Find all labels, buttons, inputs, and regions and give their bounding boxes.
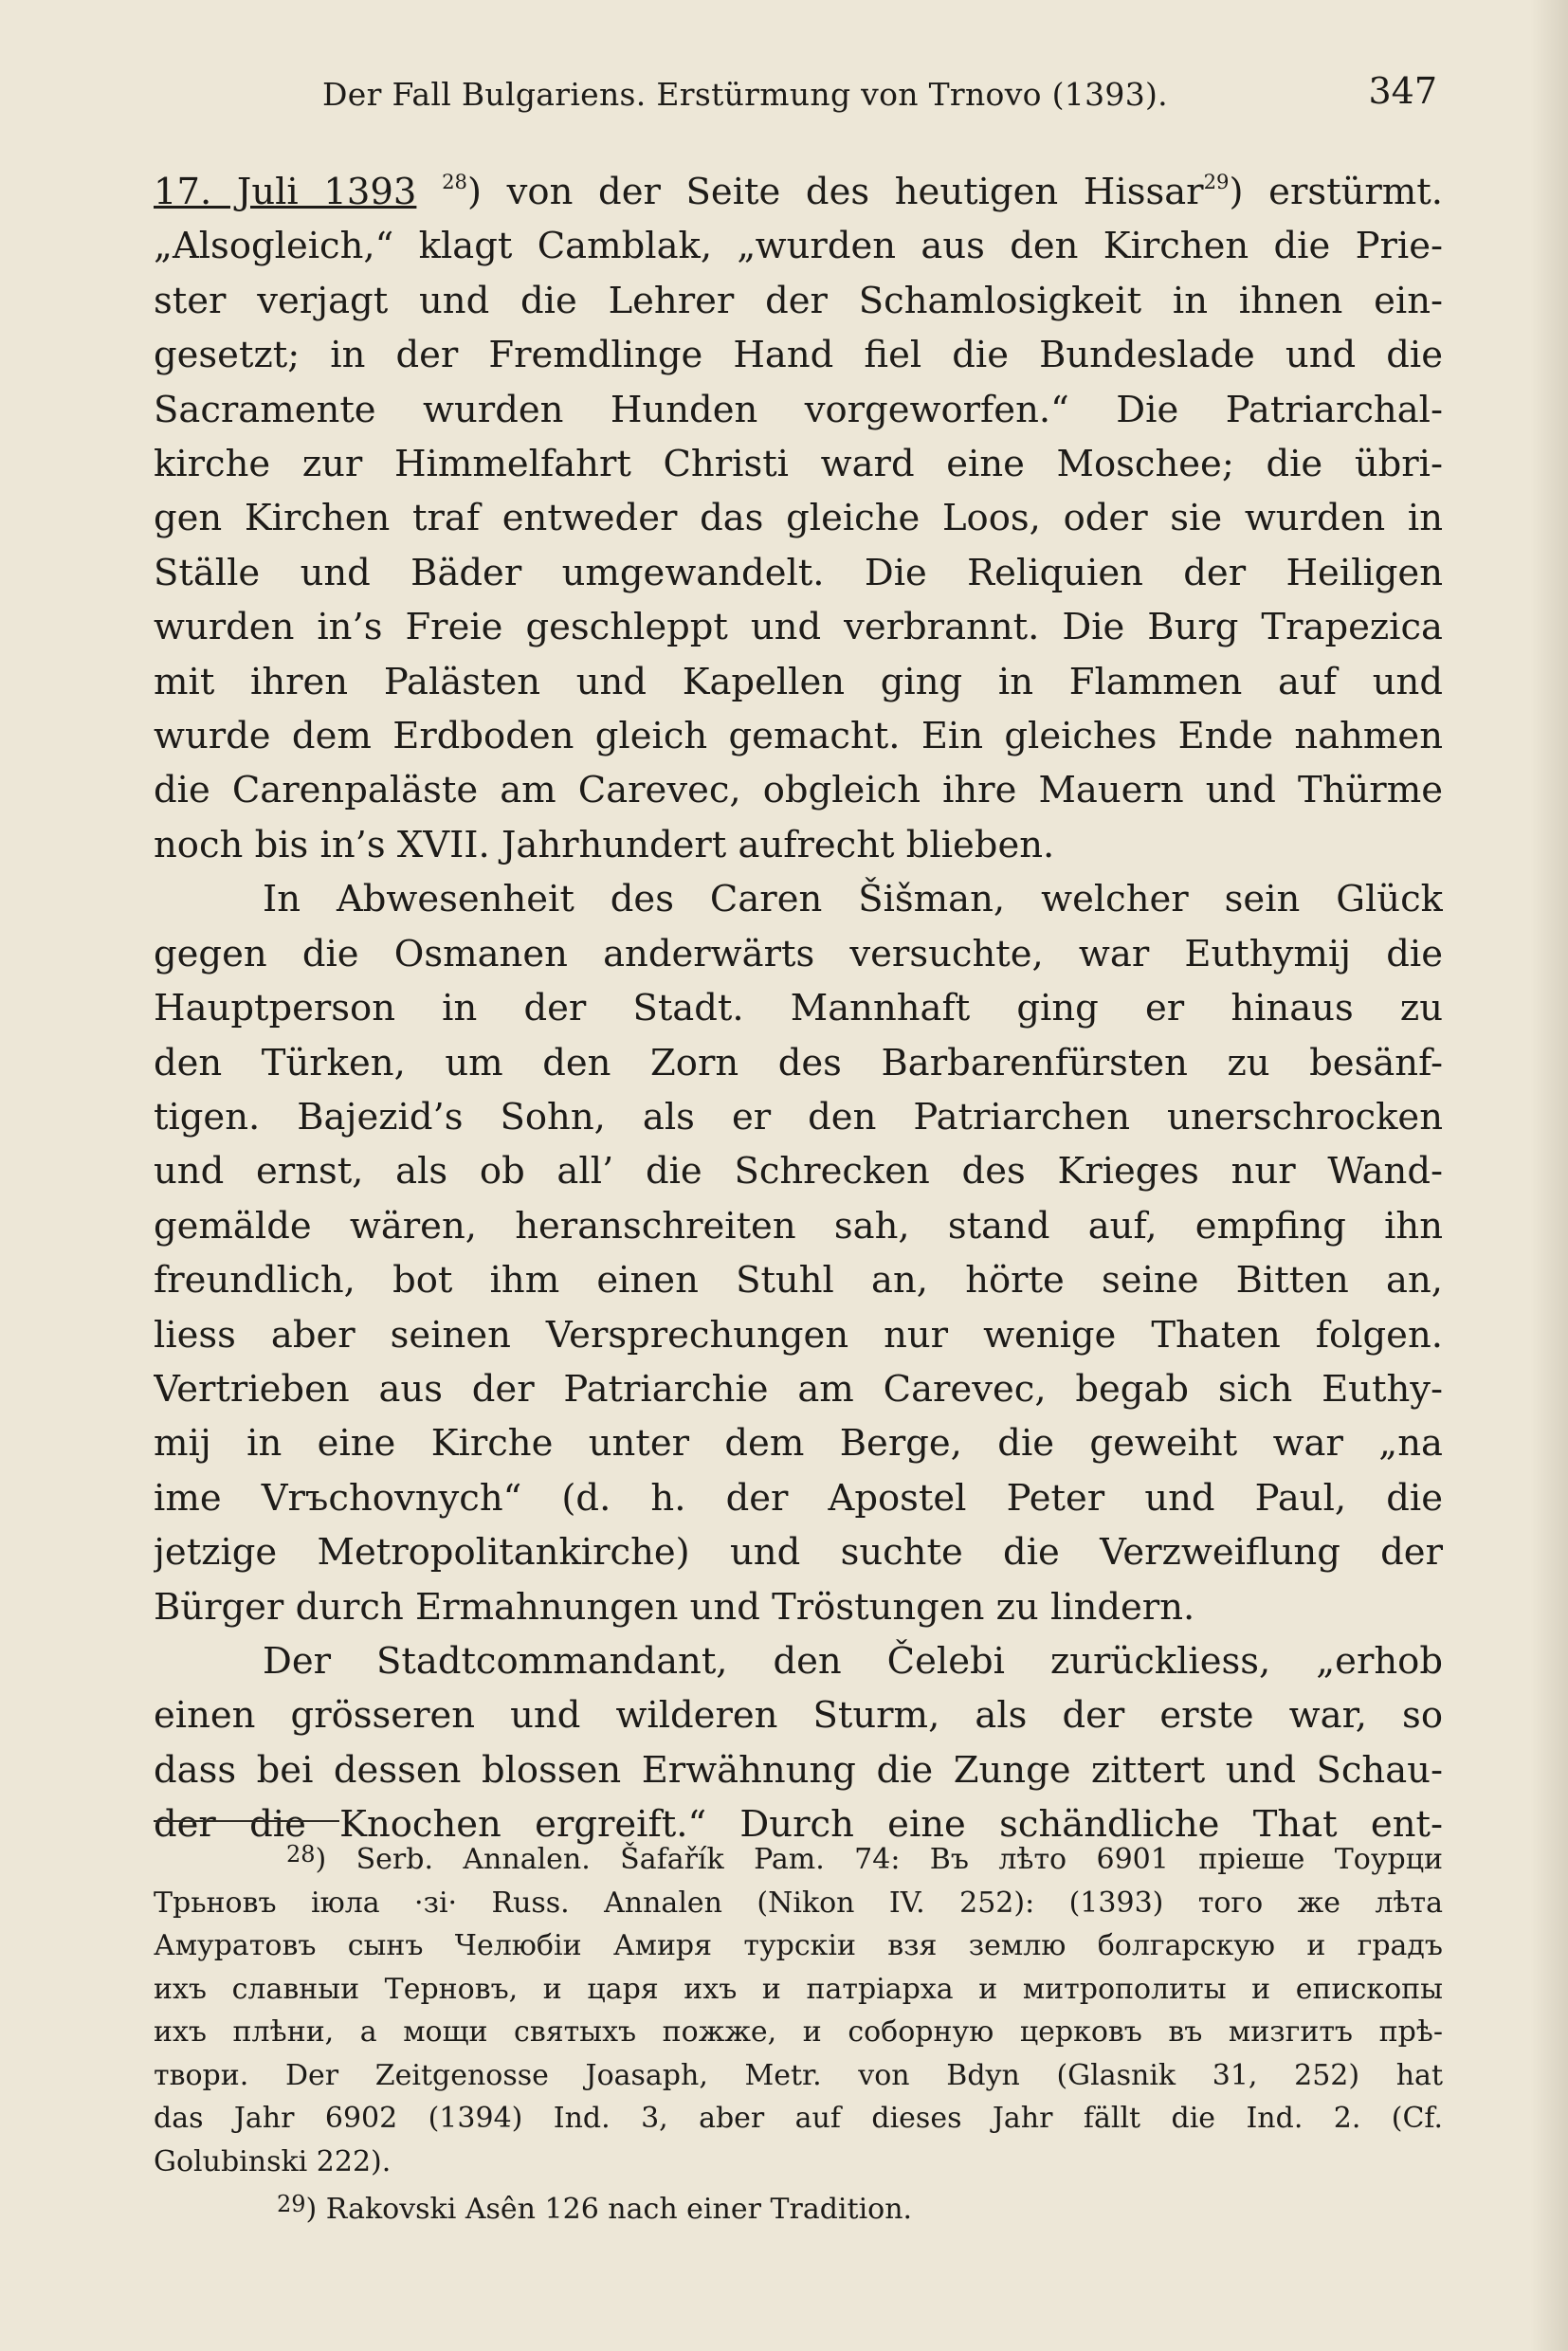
text-line: liess aber seinen Versprechungen nur wenige Thaten folgen. [154, 1313, 1443, 1357]
text-line: „Alsogleich,“ klagt Camblak, „wurden aus den Kirchen die Prie- [154, 225, 1443, 268]
text-line: den Türken, um den Zorn des Barbarenfürsten zu besänf- [154, 1041, 1443, 1084]
text-line: Der Stadtcommandant, den Čelebi zurückliess, „erhob [263, 1639, 1443, 1683]
text-line: mij in eine Kirche unter dem Berge, die geweiht war „na [154, 1422, 1443, 1466]
text-line: wurden in’s Freie geschleppt und verbrannt. Die Burg Trapezica [154, 606, 1443, 649]
footnote-divider [154, 1820, 339, 1822]
footnote-28-line: ихъ плѣни, а мощи святыхъ пожже, и соборную церковъ въ мизгитъ прѣ- [154, 2015, 1443, 2050]
footnote-28-line: Амуратовъ сынъ Челюбіи Амиря турскіи взя землю болгарскую и градъ [154, 1929, 1443, 1963]
running-title: Der Fall Bulgariens. Erstürmung von Trnovo (1393). [322, 76, 1168, 113]
text-line: einen grösseren und wilderen Sturm, als der erste war, so [154, 1694, 1443, 1738]
footnote-28-line: ихъ славныи Терновъ, и царя ихъ и патріарха и митрополиты и епископы [154, 1972, 1443, 2006]
main-text [154, 165, 1443, 1852]
footnote-28-line: Трьновъ іюла ·зі· Russ. Annalen (Nikon IV. 252): (1393) того же лѣта [154, 1886, 1443, 1920]
text-line: ster verjagt und die Lehrer der Schamlosigkeit in ihnen ein- [154, 279, 1443, 322]
date-text: 17. Juli 1393 [154, 171, 417, 213]
footnote-28-line: das Jahr 6902 (1394) Ind. 3, aber auf dieses Jahr fällt die Ind. 2. (Cf. [154, 2102, 1443, 2136]
text-fragment: ) von der Seite des heutigen Hissar [466, 171, 1204, 213]
footnote-ref: 28 [442, 170, 467, 194]
footnote-text: ) Serb. Annalen. Šafařík Pam. 74: Въ лѣто 6901 пріеше Тоурци [315, 1843, 1443, 1877]
text-line: jetzige Metropolitankirche) und suchte die Verzweiflung der [154, 1531, 1443, 1575]
footnote-number: 29 [277, 2191, 306, 2218]
text-line: tigen. Bajezid’s Sohn, als er den Patriarchen unerschrocken [154, 1095, 1443, 1139]
page-edge-shadow [1530, 0, 1568, 2351]
text-line: und ernst, als ob all’ die Schrecken des Krieges nur Wand- [154, 1150, 1443, 1194]
text-line: freundlich, bot ihm einen Stuhl an, hörte seine Bitten an, [154, 1259, 1443, 1303]
text-fragment: ) erstürmt. [1229, 171, 1443, 213]
footnote-29-line [154, 2183, 1443, 2232]
text-line: mit ihren Palästen und Kapellen ging in Flammen auf und [154, 660, 1443, 703]
footnote-ref: 29 [1203, 170, 1230, 194]
text-line [154, 165, 1443, 219]
footnote-28-line: твори. Der Zeitgenosse Joasaph, Metr. von Bdyn (Glasnik 31, 252) hat [154, 2058, 1443, 2092]
text-line: gegen die Osmanen anderwärts versuchte, war Euthymij die [154, 932, 1443, 975]
text-line: wurde dem Erdboden gleich gemacht. Ein gleiches Ende nahmen [154, 715, 1443, 758]
text-line: Bürger durch Ermahnungen und Tröstungen zu lindern. [154, 1585, 1195, 1629]
text-line: In Abwesenheit des Caren Šišman, welcher sein Glück [263, 878, 1443, 921]
footnotes [154, 1833, 1443, 2232]
text-line: dass bei dessen blossen Erwähnung die Zunge zittert und Schau- [154, 1748, 1443, 1792]
footnote-28-line [154, 1833, 1443, 1882]
page-header [152, 66, 1437, 123]
text-line: gemälde wären, heranschreiten sah, stand auf, empfing ihn [154, 1204, 1443, 1248]
text-line: die Carenpaläste am Carevec, obgleich ihre Mauern und Thürme [154, 769, 1443, 812]
text-line: gen Kirchen traf entweder das gleiche Loos, oder sie wurden in [154, 497, 1443, 540]
text-line: ime Vrъchovnych“ (d. h. der Apostel Peter und Paul, die [154, 1476, 1443, 1520]
text-line: Sacramente wurden Hunden vorgeworfen.“ Die Patriarchal- [154, 388, 1443, 431]
text-line: Ställe und Bäder umgewandelt. Die Reliquien der Heiligen [154, 551, 1443, 594]
text-line: der die Knochen ergreift.“ Durch eine schändliche That ent- [154, 1803, 1443, 1847]
text-line: Hauptperson in der Stadt. Mannhaft ging er hinaus zu [154, 987, 1443, 1030]
text-line: noch bis in’s XVII. Jahrhundert aufrecht blieben. [154, 823, 1055, 866]
footnote-28-line: Golubinski 222). [154, 2144, 392, 2178]
text-line: Vertrieben aus der Patriarchie am Carevec, begab sich Euthy- [154, 1367, 1443, 1411]
page-number: 347 [1368, 70, 1437, 112]
footnote-number: 28 [286, 1841, 316, 1868]
text-line: gesetzt; in der Fremdlinge Hand fiel die Bundeslade und die [154, 334, 1443, 377]
footnote-text: ) Rakovski Asên 126 nach einer Tradition. [305, 2193, 913, 2227]
text-line: kirche zur Himmelfahrt Christi ward eine Moschee; die übri- [154, 443, 1443, 486]
